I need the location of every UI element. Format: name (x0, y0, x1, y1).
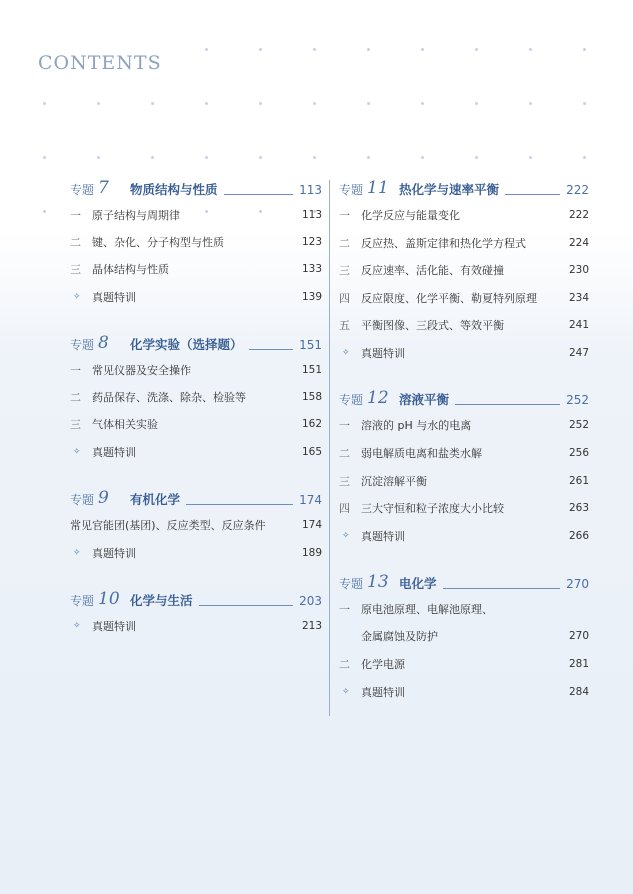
toc-topic-10[interactable] (70, 590, 322, 608)
grid-dot (259, 102, 262, 105)
entry-title: 溶液的 pH 与水的电离 (361, 419, 472, 432)
toc-entry[interactable] (70, 261, 322, 277)
topic-title: 化学与生活 (130, 593, 193, 608)
dotted-leader (186, 504, 293, 505)
entry-page: 284 (568, 686, 589, 698)
dotted-leader (443, 588, 561, 589)
grid-dot (529, 156, 532, 159)
entry-marker: 二 (339, 447, 350, 460)
entry-marker: 三 (339, 264, 350, 277)
toc-topic-8[interactable] (70, 334, 322, 352)
entry-marker: 四 (339, 502, 350, 515)
topic-prefix: 专题 (339, 393, 364, 407)
grid-dot (43, 156, 46, 159)
entry-page: 252 (568, 419, 589, 431)
column-divider (329, 180, 330, 716)
topic-prefix: 专题 (70, 183, 95, 197)
entry-title: 化学电源 (361, 658, 405, 671)
grid-dot (367, 48, 370, 51)
grid-dot (367, 156, 370, 159)
toc-topic-13[interactable] (339, 573, 589, 591)
entry-page: 230 (568, 264, 589, 276)
grid-dot (259, 156, 262, 159)
entry-title: 化学反应与能量变化 (361, 209, 460, 222)
entry-page: 189 (301, 547, 322, 559)
entry-page: 256 (568, 447, 589, 459)
grid-dot (475, 48, 478, 51)
grid-dot (151, 156, 154, 159)
entry-page: 263 (568, 502, 589, 514)
toc-entry[interactable] (339, 417, 589, 433)
topic-page: 222 (566, 183, 589, 197)
topic-page: 174 (299, 493, 322, 507)
star-bullet-icon: ✧ (342, 687, 350, 697)
grid-dot (313, 156, 316, 159)
topic-title: 有机化学 (130, 492, 181, 507)
toc-entry[interactable] (339, 473, 589, 489)
entry-title: 弱电解质电离和盐类水解 (361, 447, 482, 460)
topic-page: 113 (299, 183, 322, 197)
toc-entry[interactable] (70, 416, 322, 432)
grid-dot (43, 102, 46, 105)
entry-title: 反应热、盖斯定律和热化学方程式 (361, 237, 526, 250)
entry-marker: 三 (70, 418, 81, 431)
topic-number: 9 (98, 488, 109, 508)
entry-marker: 一 (339, 603, 350, 616)
entry-title: 真题特训 (361, 686, 405, 699)
entry-page: 158 (301, 391, 322, 403)
entry-title: 药品保存、洗涤、除杂、检验等 (92, 391, 246, 404)
toc-topic-11[interactable] (339, 179, 589, 197)
entry-marker: 三 (339, 475, 350, 488)
grid-dot (367, 102, 370, 105)
toc-entry[interactable] (339, 317, 589, 333)
toc-entry[interactable] (70, 362, 322, 378)
entry-title: 键、杂化、分子构型与性质 (92, 236, 224, 249)
grid-dot (421, 48, 424, 51)
entry-page: 247 (568, 347, 589, 359)
topic-page: 151 (299, 338, 322, 352)
entry-marker: 三 (70, 263, 81, 276)
entry-page: 113 (301, 209, 322, 221)
topic-title: 溶液平衡 (399, 392, 450, 407)
entry-title: 原电池原理、电解池原理、 (361, 603, 493, 616)
toc-entry-exam-practice[interactable] (339, 345, 589, 361)
topic-page: 203 (299, 594, 322, 608)
topic-prefix: 专题 (70, 338, 95, 352)
entry-title: 真题特训 (92, 291, 136, 304)
star-bullet-icon: ✧ (342, 348, 350, 358)
entry-page: 213 (301, 620, 322, 632)
grid-dot (97, 156, 100, 159)
toc-entry[interactable] (339, 235, 589, 251)
entry-title: 三大守恒和粒子浓度大小比较 (361, 502, 504, 515)
contents-heading: CONTENTS (38, 52, 162, 74)
toc-entry[interactable] (339, 500, 589, 516)
toc-entry[interactable] (70, 517, 322, 533)
entry-marker: 一 (70, 364, 81, 377)
entry-page: 234 (568, 292, 589, 304)
entry-title: 常见仪器及安全操作 (92, 364, 191, 377)
grid-dot (475, 102, 478, 105)
toc-entry-exam-practice[interactable] (70, 444, 322, 460)
grid-dot (475, 156, 478, 159)
entry-page: 151 (301, 364, 322, 376)
entry-title: 沉淀溶解平衡 (361, 475, 427, 488)
toc-entry[interactable] (339, 290, 589, 306)
entry-marker: 五 (339, 319, 350, 332)
topic-number: 13 (367, 572, 389, 592)
entry-page: 281 (568, 658, 589, 670)
topic-title: 热化学与速率平衡 (399, 182, 500, 197)
entry-title: 气体相关实验 (92, 418, 158, 431)
dotted-leader (455, 404, 560, 405)
toc-topic-7[interactable] (70, 179, 322, 197)
star-bullet-icon: ✧ (73, 292, 81, 302)
grid-dot (529, 48, 532, 51)
topic-title: 化学实验（选择题） (130, 337, 243, 352)
grid-dot (205, 102, 208, 105)
entry-page: 174 (301, 519, 322, 531)
toc-topic-9[interactable] (70, 489, 322, 507)
entry-page: 139 (301, 291, 322, 303)
entry-marker: 一 (70, 209, 81, 222)
entry-title: 真题特训 (92, 620, 136, 633)
toc-entry-exam-practice[interactable] (339, 528, 589, 544)
grid-dot (205, 48, 208, 51)
grid-dot (313, 48, 316, 51)
toc-entry[interactable] (339, 262, 589, 278)
topic-prefix: 专题 (70, 493, 95, 507)
entry-title: 真题特训 (361, 530, 405, 543)
entry-marker: 二 (70, 391, 81, 404)
entry-marker: 一 (339, 419, 350, 432)
grid-dot (43, 210, 46, 213)
grid-dot (421, 102, 424, 105)
topic-number: 10 (98, 589, 120, 609)
entry-page: 123 (301, 236, 322, 248)
grid-dot (583, 48, 586, 51)
topic-number: 8 (98, 333, 109, 353)
grid-dot (583, 156, 586, 159)
dotted-leader (224, 194, 294, 195)
dotted-leader (249, 349, 294, 350)
entry-title: 金属腐蚀及防护 (361, 630, 438, 643)
entry-page: 133 (301, 263, 322, 275)
star-bullet-icon: ✧ (73, 548, 81, 558)
dotted-leader (199, 605, 294, 606)
entry-page: 224 (568, 237, 589, 249)
toc-topic-12[interactable] (339, 389, 589, 407)
entry-page: 266 (568, 530, 589, 542)
grid-dot (205, 156, 208, 159)
toc-entry[interactable] (70, 234, 322, 250)
toc-entry[interactable] (339, 601, 589, 617)
grid-dot (421, 156, 424, 159)
entry-marker: 二 (70, 236, 81, 249)
topic-prefix: 专题 (70, 594, 95, 608)
star-bullet-icon: ✧ (342, 531, 350, 541)
entry-title: 平衡图像、三段式、等效平衡 (361, 319, 504, 332)
entry-title: 真题特训 (92, 446, 136, 459)
entry-title: 晶体结构与性质 (92, 263, 169, 276)
entry-title: 真题特训 (92, 547, 136, 560)
topic-title: 电化学 (399, 576, 437, 591)
entry-page: 241 (568, 319, 589, 331)
entry-title: 真题特训 (361, 347, 405, 360)
toc-entry[interactable] (70, 207, 322, 223)
entry-title: 反应速率、活化能、有效碰撞 (361, 264, 504, 277)
entry-page: 162 (301, 418, 322, 430)
topic-prefix: 专题 (339, 577, 364, 591)
entry-marker: 二 (339, 658, 350, 671)
entry-title: 常见官能团(基团)、反应类型、反应条件 (70, 519, 266, 532)
toc-entry[interactable] (339, 656, 589, 672)
star-bullet-icon: ✧ (73, 621, 81, 631)
toc-entry[interactable] (339, 445, 589, 461)
entry-title: 原子结构与周期律 (92, 209, 180, 222)
toc-entry-exam-practice[interactable] (70, 618, 322, 634)
topic-number: 12 (367, 388, 389, 408)
entry-page: 261 (568, 475, 589, 487)
topic-number: 11 (367, 178, 389, 198)
toc-entry-continuation[interactable] (339, 628, 589, 644)
grid-dot (97, 102, 100, 105)
grid-dot (259, 48, 262, 51)
topic-page: 270 (566, 577, 589, 591)
toc-entry-exam-practice[interactable] (339, 684, 589, 700)
star-bullet-icon: ✧ (73, 447, 81, 457)
entry-page: 165 (301, 446, 322, 458)
grid-dot (529, 102, 532, 105)
entry-marker: 二 (339, 237, 350, 250)
entry-marker: 四 (339, 292, 350, 305)
topic-prefix: 专题 (339, 183, 364, 197)
entry-page: 270 (568, 630, 589, 642)
entry-marker: 一 (339, 209, 350, 222)
topic-page: 252 (566, 393, 589, 407)
topic-title: 物质结构与性质 (130, 182, 218, 197)
dotted-leader (505, 194, 560, 195)
toc-entry-exam-practice[interactable] (70, 289, 322, 305)
grid-dot (583, 102, 586, 105)
toc-entry-exam-practice[interactable] (70, 545, 322, 561)
entry-title: 反应限度、化学平衡、勒夏特列原理 (361, 292, 537, 305)
toc-entry[interactable] (339, 207, 589, 223)
toc-entry[interactable] (70, 389, 322, 405)
grid-dot (151, 102, 154, 105)
entry-page: 222 (568, 209, 589, 221)
grid-dot (313, 102, 316, 105)
topic-number: 7 (98, 178, 109, 198)
